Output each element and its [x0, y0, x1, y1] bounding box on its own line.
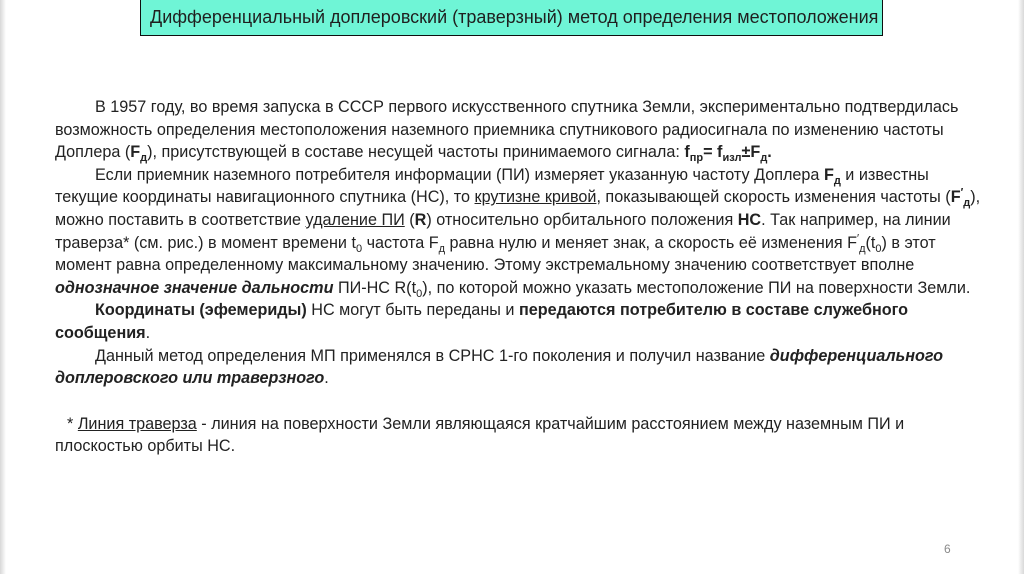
text: ПИ-НС R(t — [333, 278, 417, 297]
footnote — [55, 413, 985, 458]
frequency-formula: $f_{пр}= f_{изл}\pm F_д$. — [684, 143, 772, 165]
doppler-frequency-symbol: $F_д$ — [130, 143, 148, 165]
text: . — [145, 323, 151, 342]
text: ), можно поставить в соответствие — [55, 188, 981, 229]
footnote-marker: * — [67, 414, 78, 433]
doppler-derivative-symbol: $F'_д$ — [950, 186, 971, 210]
text: Данный метод определения МП применялся в СРНС 1-го поколения и получил название — [95, 346, 770, 365]
doppler-frequency-symbol: $F_д$ — [823, 165, 841, 188]
term-curve-slope: крутизне кривой — [474, 188, 597, 207]
term-or: или — [182, 369, 213, 388]
text: (t — [865, 233, 876, 252]
footnote-text: - линия на поверхности Земли являющаяся кратчайшим расстоянием между наземным ПИ и плоскостью орбиты НС. — [55, 414, 905, 456]
subscript: 0 — [355, 242, 363, 255]
slide-right-edge — [1018, 0, 1024, 574]
term-distance: удаление ПИ — [305, 210, 405, 229]
term-range-value: однозначное значение дальности — [55, 278, 334, 297]
range-symbol: R — [414, 210, 427, 229]
text: ( — [404, 210, 415, 229]
text: . Так например, на линии траверза* (см. рис.) в момент времени t — [55, 210, 951, 252]
footnote-term: Линия траверза — [77, 414, 197, 433]
slide-title-text: Дифференциальный доплеровский (траверзный) метод определения местоположения — [150, 7, 879, 27]
term-ephemeris: Координаты (эфемериды) — [95, 301, 307, 320]
text: равна нулю и меняет знак, а скорость её изменения F — [445, 233, 858, 252]
slide-title — [140, 0, 883, 36]
term-traverse: траверзного — [216, 369, 325, 388]
slide-body — [55, 96, 985, 458]
text: ) в этот момент равна определенному максимальному значению. Этому экстремальному значению соответствует вполне — [55, 233, 936, 275]
text: В 1957 году, во время запуска в СССР первого искусственного спутника Земли, экспериментально подтвердилась возможность определения местоположения наземного приемника спутникового радиосигнала по изменению частоты Доплера ( — [55, 98, 959, 162]
term-transmission: передаются потребителю в составе служебного сообщения — [55, 301, 909, 342]
satellite-abbrev: НС — [737, 210, 762, 229]
text: ), по которой можно указать местоположение ПИ на поверхности Земли. — [422, 278, 971, 297]
subscript: д — [438, 242, 446, 255]
paragraph-history — [55, 96, 985, 164]
paragraph-method — [55, 164, 985, 300]
text: ) относительно орбитального положения — [426, 210, 738, 229]
superscript: ′ — [857, 232, 860, 245]
term-differential-doppler: дифференциального доплеровского — [55, 346, 944, 388]
text: ), присутствующей в составе несущей частоты принимаемого сигнала: — [147, 143, 685, 162]
text: НС могут быть переданы и — [306, 301, 519, 320]
text: частота F — [362, 233, 439, 252]
slide-left-edge — [0, 0, 6, 574]
text: , показывающей скорость изменения частоты ( — [596, 188, 951, 207]
subscript: д — [859, 242, 866, 255]
page-number: 6 — [944, 542, 951, 556]
subscript: 0 — [875, 242, 882, 255]
text: Если приемник наземного потребителя информации (ПИ) измеряет указанную частоту Доплера — [95, 165, 824, 184]
subscript: 0 — [416, 287, 423, 300]
paragraph-ephemeris — [55, 299, 985, 344]
text: и известны текущие координаты навигационного спутника (НС), то — [55, 165, 929, 207]
text: . — [324, 369, 329, 388]
paragraph-application — [55, 345, 985, 390]
